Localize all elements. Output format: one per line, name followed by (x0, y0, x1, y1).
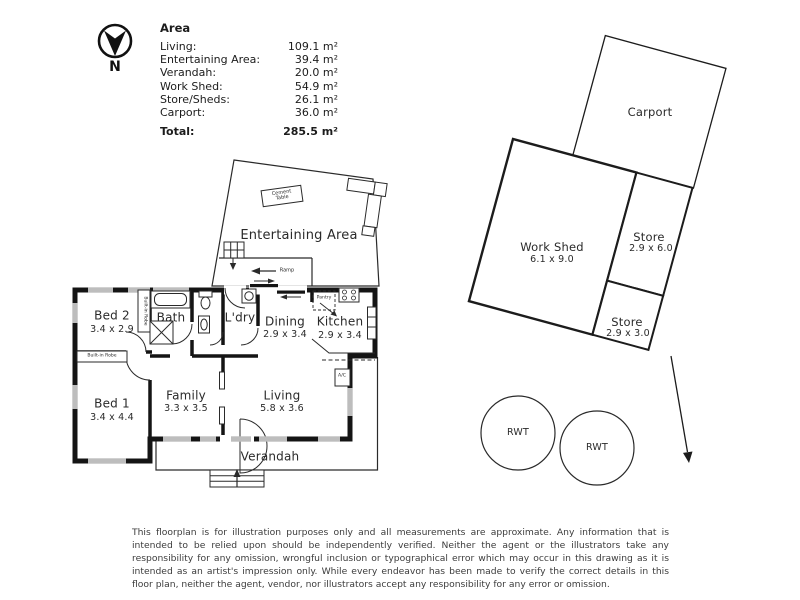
legend-value: 20.0 m² (294, 66, 338, 80)
store-small-dims: 2.9 x 3.0 (606, 328, 650, 340)
living-label: Living (263, 388, 301, 403)
ac-label: A/C (338, 373, 346, 379)
compass-north-label: N (109, 59, 121, 75)
legend-label: Work Shed: (160, 79, 223, 93)
living-dims: 5.8 x 3.6 (260, 403, 304, 415)
area-legend (160, 21, 338, 138)
work-shed-label: Work Shed (520, 239, 584, 254)
store-large-dims: 2.9 x 6.0 (629, 243, 673, 255)
dining-label: Dining (265, 314, 305, 329)
family-label: Family (166, 388, 206, 403)
bed2-label: Bed 2 (94, 308, 130, 323)
store-small-label: Store (611, 314, 643, 329)
laundry-trough-icon (242, 289, 256, 303)
bath-label: Bath (156, 310, 186, 325)
legend-label: Verandah: (160, 66, 217, 80)
legend-value: 109.1 m² (287, 40, 338, 53)
legend-label: Store/Sheds: (160, 92, 230, 106)
carport-label: Carport (627, 104, 673, 119)
legend-total-row (160, 125, 338, 138)
verandah-label: Verandah (240, 449, 300, 464)
legend-row (160, 106, 338, 119)
boundary-arrow-icon (671, 356, 693, 463)
bathtub-icon (151, 291, 190, 308)
bed1-label: Bed 1 (94, 396, 130, 411)
basin-icon (199, 316, 210, 333)
legend-total-label: Total: (160, 125, 195, 139)
cement-table-label: Cement Table (271, 188, 292, 202)
verandah-steps-icon (210, 469, 264, 487)
bed1-dims: 3.4 x 4.4 (90, 412, 134, 424)
robe-bed1-label: Built-in Robe (87, 353, 117, 359)
legend-row (160, 80, 338, 93)
fridge-icon (368, 307, 377, 339)
work-shed-dims: 6.1 x 9.0 (530, 254, 574, 266)
stove-icon (339, 288, 359, 302)
legend-label: Living: (160, 40, 197, 53)
legend-row (160, 53, 338, 66)
area-legend-title: Area (160, 21, 191, 35)
legend-value: 36.0 m² (294, 106, 338, 120)
rwt1-label: RWT (506, 427, 530, 439)
dining-dims: 2.9 x 3.4 (263, 329, 307, 341)
bed2-dims: 3.4 x 2.9 (90, 324, 134, 336)
legend-label: Carport: (160, 106, 206, 120)
pantry-label: Pantry (316, 295, 332, 301)
robe-bed2-label: Built-in Robe (142, 296, 148, 326)
rwt2-label: RWT (585, 442, 609, 454)
disclaimer-text: This floorplan is for illustration purposes only and all measurements are approximate. Any information that is intended to be relied upon should be independently verified. Neither the agent or the illustrators take any responsibility for any omission, wrongful inclusion or typographical error which may occur in this drawing as it is intended as an artist's impression only. While every endeavor has been made to verify the correct details in this floor plan, neither the agent, vendor, nor illustrators accept any responsibility for any error or omission. (132, 527, 669, 591)
kitchen-dims: 2.9 x 3.4 (318, 330, 362, 342)
laundry-label: L'dry (224, 310, 256, 325)
rainwater-tanks (481, 396, 634, 485)
north-compass-icon (99, 25, 131, 57)
legend-total-value: 285.5 m² (283, 125, 338, 139)
entertaining-area-label: Entertaining Area (240, 228, 358, 244)
legend-value: 39.4 m² (294, 53, 338, 67)
family-dims: 3.3 x 3.5 (164, 403, 208, 415)
store-large-label: Store (633, 229, 665, 244)
legend-row (160, 40, 338, 53)
legend-row (160, 93, 338, 106)
legend-value: 26.1 m² (294, 92, 338, 106)
ramp-label: Ramp (279, 267, 295, 274)
outbuildings (469, 19, 726, 350)
legend-row (160, 66, 338, 79)
legend-value: 54.9 m² (294, 79, 338, 93)
kitchen-label: Kitchen (316, 314, 364, 329)
legend-label: Entertaining Area: (160, 53, 261, 67)
